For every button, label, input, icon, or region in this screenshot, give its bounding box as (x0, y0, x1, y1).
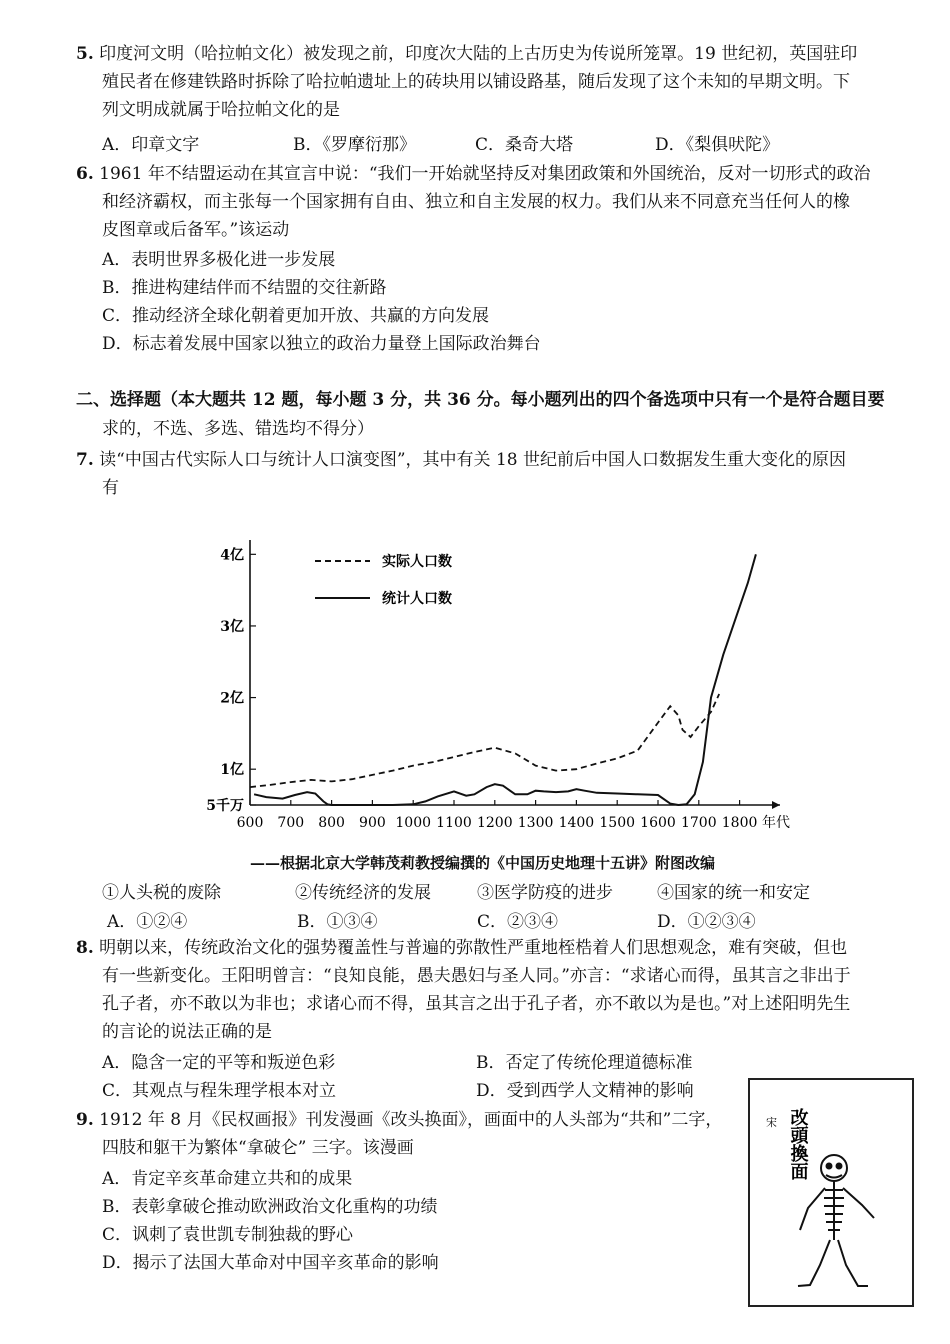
option-a[interactable]: A．①②④ (107, 912, 188, 932)
x-tick-label: 1500 (599, 815, 636, 831)
option-b[interactable]: B．否定了传统伦理道德标准 (476, 1053, 693, 1073)
legend-label: 实际人口数 (382, 554, 452, 570)
question-text: 四肢和躯干为繁体“拿破仑” 三字。该漫画 (102, 1138, 414, 1158)
y-tick-label: 3亿 (220, 618, 244, 635)
x-tick-label: 700 (277, 815, 305, 831)
cartoon-note: 宋 (766, 1116, 777, 1129)
question-text: 有一些新变化。王阳明曾言：“良知良能，愚夫愚妇与圣人同。”亦言：“求诸心而得，虽其言之非出于 (102, 966, 851, 986)
question-5 (76, 40, 914, 124)
statement-2: ②传统经济的发展 (295, 883, 431, 903)
series-line-actual (250, 694, 719, 787)
y-tick-label: 5千万 (206, 798, 244, 814)
question-8 (76, 934, 914, 1046)
option-d[interactable]: D．①②③④ (657, 912, 756, 932)
question-text: 明朝以来，传统政治文化的强势覆盖性与普遍的弥散性严重地桎梏着人们思想观念，难有突破，但也 (99, 938, 848, 958)
option-b[interactable]: B．①③④ (297, 912, 378, 932)
option-c[interactable]: C．桑奇大塔 (475, 135, 574, 155)
question-number: 7. (76, 450, 94, 470)
x-tick-label: 1100 (436, 815, 472, 831)
chart-caption: ——根据北京大学韩茂莉教授编撰的《中国历史地理十五讲》附图改编 (250, 854, 716, 872)
question-text: 印度河文明（哈拉帕文化）被发现之前，印度次大陆的上古历史为传说所笼罩。19 世纪初，英国驻印 (99, 44, 858, 64)
skeleton-figure (798, 1155, 874, 1286)
y-tick-label: 2亿 (220, 690, 244, 707)
x-tick-label: 1200 (476, 815, 513, 831)
option-c[interactable]: C．②③④ (477, 912, 559, 932)
series-line-statistical (254, 554, 756, 805)
statement-1: ①人头税的废除 (102, 883, 221, 903)
option-a[interactable]: A．肯定辛亥革命建立共和的成果 (102, 1169, 353, 1189)
x-tick-label: 1000 (395, 815, 432, 831)
option-c[interactable]: C．推动经济全球化朝着更加开放、共赢的方向发展 (102, 306, 490, 326)
question-text: 皮图章或后备军。”该运动 (102, 220, 290, 240)
question-text: 孔子者，亦不敢以为非也；求诸心而不得，虽其言之出于孔子者，亦不敢以为是也。”对上述阳明先生 (102, 994, 851, 1014)
option-a[interactable]: A．隐含一定的平等和叛逆色彩 (102, 1053, 336, 1073)
option-a[interactable]: A．表明世界多极化进一步发展 (102, 250, 336, 270)
statement-4: ④国家的统一和安定 (657, 883, 810, 903)
legend-label: 统计人口数 (382, 591, 452, 607)
x-tick-label: 1600 (640, 815, 676, 831)
option-c[interactable]: C．其观点与程朱理学根本对立 (102, 1081, 337, 1101)
question-text: 1961 年不结盟运动在其宣言中说：“我们一开始就坚持反对集团政策和外国统治，反对一切形式的政治 (99, 164, 871, 184)
question-9 (76, 1106, 736, 1162)
option-b[interactable]: B．表彰拿破仑推动欧洲政治文化重构的功绩 (102, 1197, 438, 1217)
question-7 (76, 446, 914, 502)
option-a[interactable]: A．印章文字 (102, 135, 200, 155)
section-header (76, 386, 885, 444)
cartoon-image (748, 1078, 914, 1307)
x-tick-label: 800 (318, 815, 345, 831)
question-6 (76, 160, 914, 244)
cartoon-title-char: 改頭換面 (787, 1108, 809, 1180)
section-title: 二、选择题（本大题共 12 题，每小题 3 分，共 36 分。每小题列出的四个备选项中只有一个是符合题目要 (76, 390, 885, 410)
question-text: 有 (102, 478, 119, 498)
cartoon-drawing (750, 1080, 912, 1305)
y-tick-label: 4亿 (220, 547, 244, 564)
question-text: 殖民者在修建铁路时拆除了哈拉帕遗址上的砖块用以铺设路基，随后发现了这个未知的早期文明。下 (102, 72, 850, 92)
question-text: 读“中国古代实际人口与统计人口演变图”，其中有关 18 世纪前后中国人口数据发生重大变化的原因 (99, 450, 846, 470)
section-note: 求的，不选、多选、错选均不得分） (102, 419, 374, 439)
statement-3: ③医学防疫的进步 (477, 883, 613, 903)
x-tick-label: 1400 (558, 815, 595, 831)
question-text: 的言论的说法正确的是 (102, 1022, 272, 1042)
population-chart (200, 525, 800, 845)
question-number: 6. (76, 164, 94, 184)
question-text: 列文明成就属于哈拉帕文化的是 (102, 100, 340, 120)
y-tick-label: 1亿 (220, 762, 244, 779)
option-d[interactable]: D．《梨俱吠陀》 (655, 135, 780, 155)
option-b[interactable]: B．推进构建结伴而不结盟的交往新路 (102, 278, 387, 298)
x-tick-label: 900 (359, 815, 386, 831)
question-number: 9. (76, 1110, 94, 1130)
question-number: 8. (76, 938, 94, 958)
x-tick-label: 1300 (517, 815, 554, 831)
option-c[interactable]: C．讽刺了袁世凯专制独裁的野心 (102, 1225, 354, 1245)
x-axis-arrow (772, 801, 780, 809)
x-tick-label: 600 (236, 815, 264, 831)
option-d[interactable]: D．受到西学人文精神的影响 (476, 1081, 694, 1101)
option-b[interactable]: B．《罗摩衍那》 (293, 135, 416, 155)
question-number: 5. (76, 44, 94, 64)
x-tick-label: 1700 (680, 815, 717, 831)
x-tick-label: 1800 (721, 815, 758, 831)
option-d[interactable]: D．揭示了法国大革命对中国辛亥革命的影响 (102, 1253, 439, 1273)
x-axis-label: 年代 (762, 815, 790, 831)
option-d[interactable]: D．标志着发展中国家以独立的政治力量登上国际政治舞台 (102, 334, 541, 354)
question-text: 和经济霸权，而主张每一个国家拥有自由、独立和自主发展的权力。我们从来不同意充当任何人的橡 (102, 192, 850, 212)
question-text: 1912 年 8 月《民权画报》刊发漫画《改头换面》，画面中的人头部为“共和”二字， (99, 1110, 723, 1130)
